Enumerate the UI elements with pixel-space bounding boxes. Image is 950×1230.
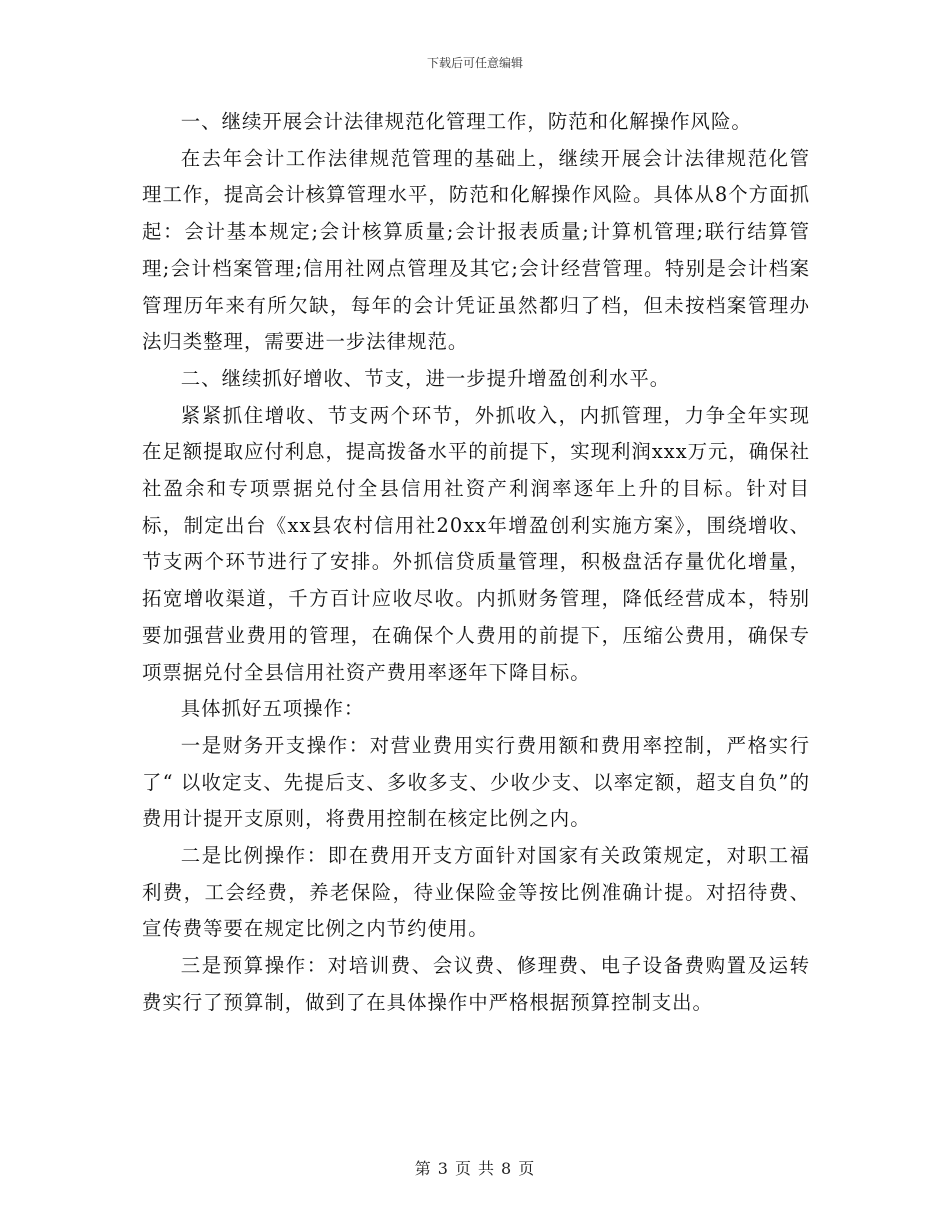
paragraph-accounting-standardization: 在去年会计工作法律规范管理的基础上，继续开展会计法律规范化管理工作，提高会计核算管理水平，防范和化解操作风险。具体从8个方面抓起：会计基本规定;会计核算质量;会计报表质量;计算机管理;联行结算管理;会计档案管理;信用社网点管理及其它;会计经营管理。特别是会计档案管理历年来有所欠缺，每年的会计凭证虽然都归了档，但未按档案管理办法归类整理，需要进一步法律规范。 <box>142 146 810 354</box>
paragraph-budget-operation: 三是预算操作：对培训费、会议费、修理费、电子设备费购置及运转费实行了预算制，做到了在具体操作中严格根据预算控制支出。 <box>142 954 810 1014</box>
heading-section-two: 二、继续抓好增收、节支，进一步提升增盈创利水平。 <box>180 366 671 390</box>
current-page-number: 3 <box>437 1159 449 1178</box>
footer-middle: 页 共 <box>454 1159 496 1178</box>
page-header: 下载后可任意编辑 <box>426 56 523 70</box>
page-footer <box>0 1156 950 1179</box>
total-page-number: 8 <box>501 1159 513 1178</box>
heading-section-one: 一、继续开展会计法律规范化管理工作，防范和化解操作风险。 <box>180 110 752 133</box>
paragraph-ratio-operation: 二是比例操作：即在费用开支方面针对国家有关政策规定，对职工福利费，工会经费，养老保险，待业保险金等按比例准确计提。对招待费、宣传费等要在规定比例之内节约使用。 <box>142 844 810 941</box>
footer-prefix: 第 <box>414 1159 432 1178</box>
document-body <box>142 104 810 1022</box>
paragraph-income-expense: 紧紧抓住增收、节支两个环节，外抓收入，内抓管理，力争全年实现在足额提取应付利息，提高拨备水平的前提下，实现利润xxx万元，确保社社盈余和专项票据兑付全县信用社资产利润率逐年上升的目标。针对目标，制定出台《xx县农村信用社20xx年增盈创利实施方案》，围绕增收、节支两个环节进行了安排。外抓信贷质量管理，积极盘活存量优化增量，拓宽增收渠道，千方百计应收尽收。内抓财务管理，降低经营成本，特别要加强营业费用的管理，在确保个人费用的前提下，压缩公费用，确保专项票据兑付全县信用社资产费用率逐年下降目标。 <box>142 403 810 684</box>
paragraph-five-operations: 具体抓好五项操作： <box>180 697 365 721</box>
paragraph-financial-expense-operation: 一是财务开支操作：对营业费用实行费用额和费用率控制，严格实行了“ 以收定支、先提后支、多收多支、少收少支、以率定额，超支自负”的费用计提开支原则，将费用控制在核定比例之内。 <box>142 733 810 831</box>
footer-suffix: 页 <box>518 1159 536 1178</box>
